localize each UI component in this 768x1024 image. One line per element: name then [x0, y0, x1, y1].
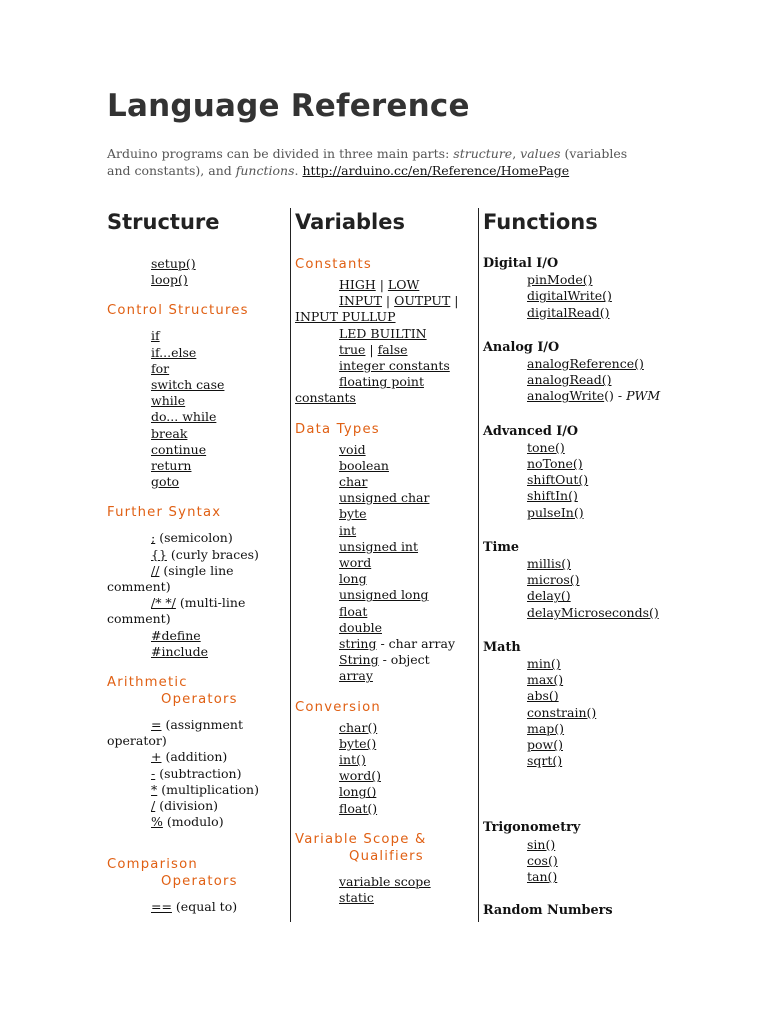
section-title-line: Arithmetic	[107, 675, 188, 691]
structure-item-loop[interactable]: loop()	[151, 272, 188, 288]
constant-low[interactable]: LOW	[387, 277, 420, 292]
section-title-arithmetic-operators	[107, 674, 279, 708]
datatype-desc: - object	[378, 652, 430, 668]
functions-column	[483, 256, 683, 920]
separator: |	[381, 293, 395, 309]
function-group-digital-io: Digital I/O	[483, 256, 559, 271]
datatype-link[interactable]: string	[339, 636, 377, 652]
section-title-line: Operators	[161, 874, 238, 890]
constant-led-builtin[interactable]: LED BUILTIN	[339, 325, 427, 341]
function-item[interactable]: pinMode()	[527, 272, 593, 288]
arithmetic-link[interactable]: /	[151, 798, 156, 814]
comparison-item	[107, 899, 279, 915]
datatype-link[interactable]: unsigned char	[339, 490, 430, 506]
function-group-random-numbers: Random Numbers	[483, 903, 613, 919]
arithmetic-link[interactable]: %	[151, 814, 163, 830]
datatype-item	[295, 506, 467, 522]
datatype-item	[295, 474, 467, 490]
intro-paragraph	[107, 145, 647, 179]
scope-item[interactable]: static	[339, 890, 374, 906]
datatype-item	[295, 442, 467, 458]
function-group-analog-io: Analog I/O	[483, 339, 560, 355]
datatype-item	[295, 458, 467, 474]
datatype-item	[295, 604, 467, 620]
arithmetic-link[interactable]: *	[151, 781, 158, 797]
arithmetic-desc: (subtraction)	[155, 765, 242, 781]
datatype-link[interactable]: long	[339, 571, 367, 587]
function-item[interactable]: analogReference()	[527, 356, 644, 372]
control-item[interactable]: switch case	[151, 377, 225, 393]
conversion-item[interactable]: float()	[339, 800, 378, 816]
syntax-link[interactable]: #define	[151, 627, 201, 643]
syntax-link[interactable]: {}	[151, 546, 167, 562]
function-item[interactable]: sin()	[527, 836, 556, 852]
control-item[interactable]: continue	[151, 441, 207, 457]
structure-item-setup[interactable]: setup()	[151, 256, 196, 271]
syntax-link[interactable]: /* */	[151, 595, 176, 611]
arithmetic-item	[107, 782, 279, 798]
structure-heading: Structure	[107, 210, 220, 234]
function-group-math: Math	[483, 639, 521, 655]
conversion-item[interactable]: long()	[339, 784, 377, 800]
arithmetic-desc: (division)	[155, 798, 218, 814]
function-paren: ()	[604, 388, 614, 404]
arithmetic-link[interactable]: -	[151, 765, 156, 781]
function-item[interactable]: shiftIn()	[527, 488, 578, 504]
conversion-item[interactable]: byte()	[339, 735, 377, 751]
datatype-link[interactable]: boolean	[339, 457, 389, 473]
separator: |	[375, 277, 388, 292]
intro-text: .	[294, 163, 303, 178]
function-item[interactable]: noTone()	[527, 456, 583, 472]
control-item[interactable]: break	[151, 425, 188, 441]
function-item[interactable]: shiftOut()	[527, 472, 589, 488]
function-group-time: Time	[483, 539, 520, 555]
constant-input[interactable]: INPUT	[339, 293, 382, 309]
control-item[interactable]: for	[151, 360, 170, 376]
conversion-item[interactable]: word()	[339, 768, 381, 784]
syntax-item	[107, 563, 279, 595]
constant-output[interactable]: OUTPUT	[394, 293, 451, 309]
function-group-trigonometry: Trigonometry	[483, 820, 581, 836]
function-item[interactable]: sqrt()	[527, 753, 563, 769]
function-item[interactable]: tone()	[527, 439, 565, 455]
variables-heading: Variables	[295, 210, 405, 234]
syntax-desc: (semicolon)	[155, 530, 233, 546]
syntax-item	[107, 595, 279, 627]
datatype-item	[295, 571, 467, 587]
datatype-link[interactable]: word	[339, 555, 372, 571]
section-title-control-structures: Control Structures	[107, 303, 249, 319]
datatype-item	[295, 555, 467, 571]
separator: |	[450, 293, 459, 309]
conversion-item[interactable]: char()	[339, 719, 378, 735]
function-item[interactable]: tan()	[527, 869, 558, 885]
section-title-further-syntax: Further Syntax	[107, 505, 222, 521]
syntax-item	[107, 530, 279, 546]
syntax-link[interactable]: #include	[151, 643, 208, 659]
datatype-item	[295, 652, 467, 668]
page-title: Language Reference	[107, 88, 470, 124]
constant-integer[interactable]: integer constants	[339, 358, 450, 374]
syntax-desc: (multi-line comment)	[107, 595, 246, 627]
datatype-item	[295, 490, 467, 506]
function-item[interactable]: abs()	[527, 688, 559, 704]
datatype-item	[295, 668, 467, 684]
function-item[interactable]: delayMicroseconds()	[527, 604, 659, 620]
intro-functions: functions	[235, 163, 295, 178]
function-item[interactable]: pulseIn()	[527, 504, 584, 520]
section-title-conversion: Conversion	[295, 699, 381, 715]
syntax-item	[107, 644, 279, 660]
conversion-item[interactable]: int()	[339, 752, 366, 768]
function-item[interactable]: constrain()	[527, 704, 597, 720]
datatype-item	[295, 587, 467, 603]
arithmetic-link[interactable]: +	[151, 749, 162, 765]
arithmetic-desc: (modulo)	[162, 814, 224, 830]
datatype-link[interactable]: String	[339, 652, 379, 668]
control-item[interactable]: do... while	[151, 409, 217, 425]
arithmetic-desc: (addition)	[161, 749, 228, 765]
intro-text: (variables and constants), and	[107, 146, 628, 178]
constant-true[interactable]: true	[339, 341, 366, 357]
constants-item	[295, 293, 467, 309]
constant-false[interactable]: false	[377, 341, 408, 357]
constants-item	[295, 277, 467, 293]
pwm-note: PWM	[626, 388, 661, 404]
analogwrite-link[interactable]: analogWrite	[527, 388, 605, 404]
comparison-link[interactable]: ==	[151, 899, 172, 915]
function-item-analogwrite	[483, 388, 683, 404]
function-item[interactable]: micros()	[527, 572, 580, 588]
intro-text: Arduino programs can be divided in three main parts:	[107, 146, 454, 161]
structure-column	[107, 256, 279, 916]
datatype-link[interactable]: char	[339, 474, 368, 490]
arithmetic-desc: (assignment operator)	[107, 717, 243, 749]
syntax-link[interactable]: //	[151, 562, 160, 578]
function-item[interactable]: cos()	[527, 852, 558, 868]
constants-item	[295, 342, 467, 358]
arithmetic-item	[107, 814, 279, 830]
arithmetic-item	[107, 717, 279, 749]
intro-values: values	[520, 146, 561, 161]
section-title-line: Qualifiers	[349, 848, 424, 864]
datatype-link[interactable]: byte	[339, 506, 367, 522]
section-title-data-types: Data Types	[295, 421, 380, 437]
function-item[interactable]: delay()	[527, 588, 571, 604]
syntax-desc: (single line comment)	[107, 562, 234, 595]
datatype-link[interactable]: double	[339, 619, 382, 635]
control-item[interactable]: goto	[151, 474, 180, 490]
function-item[interactable]: map()	[527, 720, 565, 736]
constant-input-pullup[interactable]: INPUT PULLUP	[295, 309, 396, 325]
arithmetic-item	[107, 798, 279, 814]
control-item[interactable]: if	[151, 328, 160, 344]
control-item[interactable]: return	[151, 458, 192, 474]
intro-text: ,	[512, 146, 521, 161]
function-item[interactable]: max()	[527, 672, 564, 688]
column-divider	[478, 208, 479, 922]
scope-item[interactable]: variable scope	[339, 873, 431, 889]
section-title-variable-scope	[295, 831, 467, 865]
datatype-item	[295, 636, 467, 652]
datatype-link[interactable]: unsigned long	[339, 587, 429, 603]
syntax-desc: (curly braces)	[166, 546, 259, 562]
intro-structure: structure	[453, 146, 513, 161]
syntax-link[interactable]: ;	[151, 530, 156, 546]
separator: |	[365, 341, 378, 357]
datatype-item	[295, 620, 467, 636]
function-item[interactable]: digitalWrite()	[527, 288, 612, 304]
column-divider	[290, 208, 291, 922]
arithmetic-desc: (multiplication)	[157, 781, 259, 797]
function-item[interactable]: min()	[527, 656, 561, 672]
syntax-item	[107, 547, 279, 563]
datatype-link[interactable]: float	[339, 603, 368, 619]
datatype-link[interactable]: int	[339, 522, 357, 538]
arithmetic-item	[107, 766, 279, 782]
section-title-constants: Constants	[295, 257, 372, 272]
control-item[interactable]: while	[151, 393, 186, 409]
function-group-advanced-io: Advanced I/O	[483, 423, 579, 439]
control-item[interactable]: if...else	[151, 344, 197, 360]
datatype-link[interactable]: void	[339, 441, 366, 457]
function-item[interactable]: analogRead()	[527, 372, 612, 388]
functions-heading: Functions	[483, 210, 598, 234]
syntax-item	[107, 628, 279, 644]
comparison-desc: (equal to)	[171, 899, 238, 915]
function-item[interactable]: pow()	[527, 737, 563, 753]
datatype-link[interactable]: unsigned int	[339, 538, 419, 554]
section-title-comparison-operators	[107, 856, 279, 890]
arithmetic-item	[107, 749, 279, 765]
section-title-line: Operators	[161, 692, 238, 708]
datatype-desc: - char array	[376, 636, 456, 652]
constant-floating-point[interactable]: floating point constants	[295, 374, 424, 406]
datatype-item	[295, 539, 467, 555]
separator: -	[613, 388, 627, 404]
constants-item	[295, 374, 435, 406]
function-item[interactable]: millis()	[527, 556, 572, 572]
reference-link[interactable]: http://arduino.cc/en/Reference/HomePage	[302, 163, 570, 178]
arithmetic-link[interactable]: =	[151, 717, 162, 733]
constant-high[interactable]: HIGH	[339, 277, 376, 292]
datatype-item	[295, 523, 467, 539]
datatype-link[interactable]: array	[339, 668, 373, 684]
section-title-line: Variable Scope &	[295, 831, 427, 847]
function-item[interactable]: digitalRead()	[527, 304, 610, 320]
variables-column	[295, 256, 467, 906]
section-title-line: Comparison	[107, 857, 198, 873]
